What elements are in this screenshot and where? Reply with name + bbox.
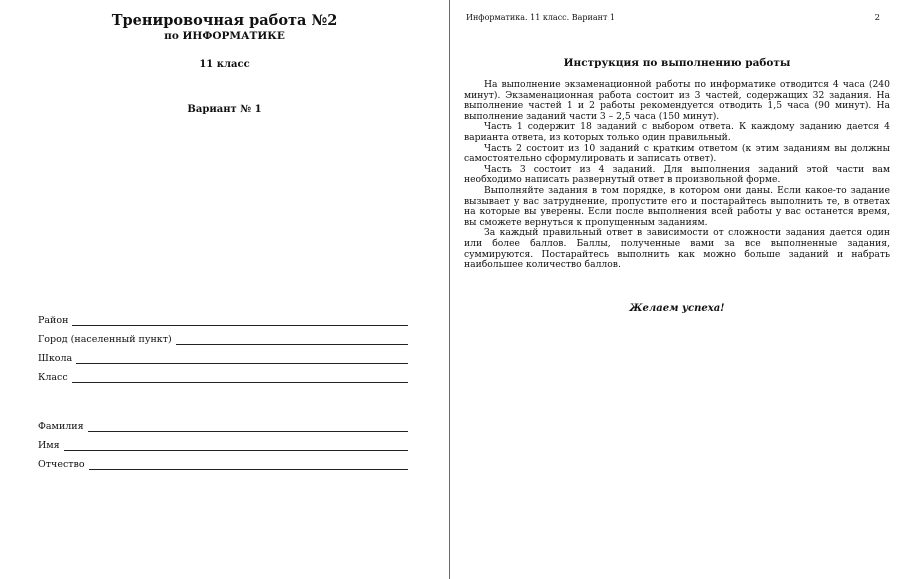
field-class-label: Класс [38,372,68,383]
field-district-label: Район [38,315,69,326]
field-school-label: Школа [38,353,73,364]
instruction-paragraph: Часть 3 состоит из 4 заданий. Для выполнения заданий этой части вам необходимо написать развернутый ответ в произвольной форме. [464,163,890,186]
field-district-line [72,315,408,326]
field-surname-label: Фамилия [38,421,84,432]
field-patronymic-label: Отчество [38,459,85,470]
closing-wish: Желаем успеха! [629,303,725,314]
field-school-line [76,353,408,364]
field-class [38,371,408,383]
grade-label: 11 класс [199,59,250,70]
instruction-body [464,80,890,271]
field-name-line [64,440,408,451]
instruction-paragraph: Часть 1 содержит 18 заданий с выбором ответа. К каждому заданию дается 4 варианта ответа, из которых только один правильный. [464,121,890,143]
title-page [0,0,449,579]
document-subject: по ИНФОРМАТИКЕ [164,30,285,42]
instruction-paragraph: Выполняйте задания в том порядке, в котором они даны. Если какое-то задание вызывает у вас затруднение, пропустите его и постарайтесь выполнить те, в ответах на которые вы уверены. Если после выполнения всей работы у вас останется время, вы сможете вернуться к пропущенным заданиям. [464,184,890,228]
field-class-line [72,372,408,383]
field-patronymic [38,458,408,470]
field-city-line [176,334,408,345]
instruction-paragraph: Часть 2 состоит из 10 заданий с кратким ответом (к этим заданиям вы должны самостоятельно сформулировать и записать ответ). [464,142,890,165]
field-name [38,439,408,451]
document-title: Тренировочная работа №2 [111,12,338,29]
instruction-title: Инструкция по выполнению работы [563,57,791,69]
field-city-label: Город (населенный пункт) [38,334,172,345]
instruction-page [450,0,900,579]
field-name-label: Имя [38,440,60,451]
running-head: Информатика. 11 класс. Вариант 1 [466,13,615,22]
field-surname-line [88,421,408,432]
page-number: 2 [874,13,880,23]
field-district [38,314,408,326]
field-school [38,352,408,364]
field-patronymic-line [89,459,408,470]
field-city [38,333,408,345]
field-surname [38,420,408,432]
instruction-paragraph: За каждый правильный ответ в зависимости от сложности задания дается один или более баллов. Баллы, полученные вами за все выполненные задания, суммируются. Постарайтесь выполнить как можно больше заданий и набрать наибольшее количество баллов. [464,227,890,271]
instruction-paragraph: На выполнение экзаменационной работы по информатике отводится 4 часа (240 минут). Экзаменационная работа состоит из 3 частей, содержащих 32 задания. На выполнение частей 1 и 2 работы рекомендуется отводить 1,5 часа (90 минут). На выполнение заданий части 3 – 2,5 часа (150 минут). [464,79,890,122]
variant-label: Вариант № 1 [187,104,262,115]
